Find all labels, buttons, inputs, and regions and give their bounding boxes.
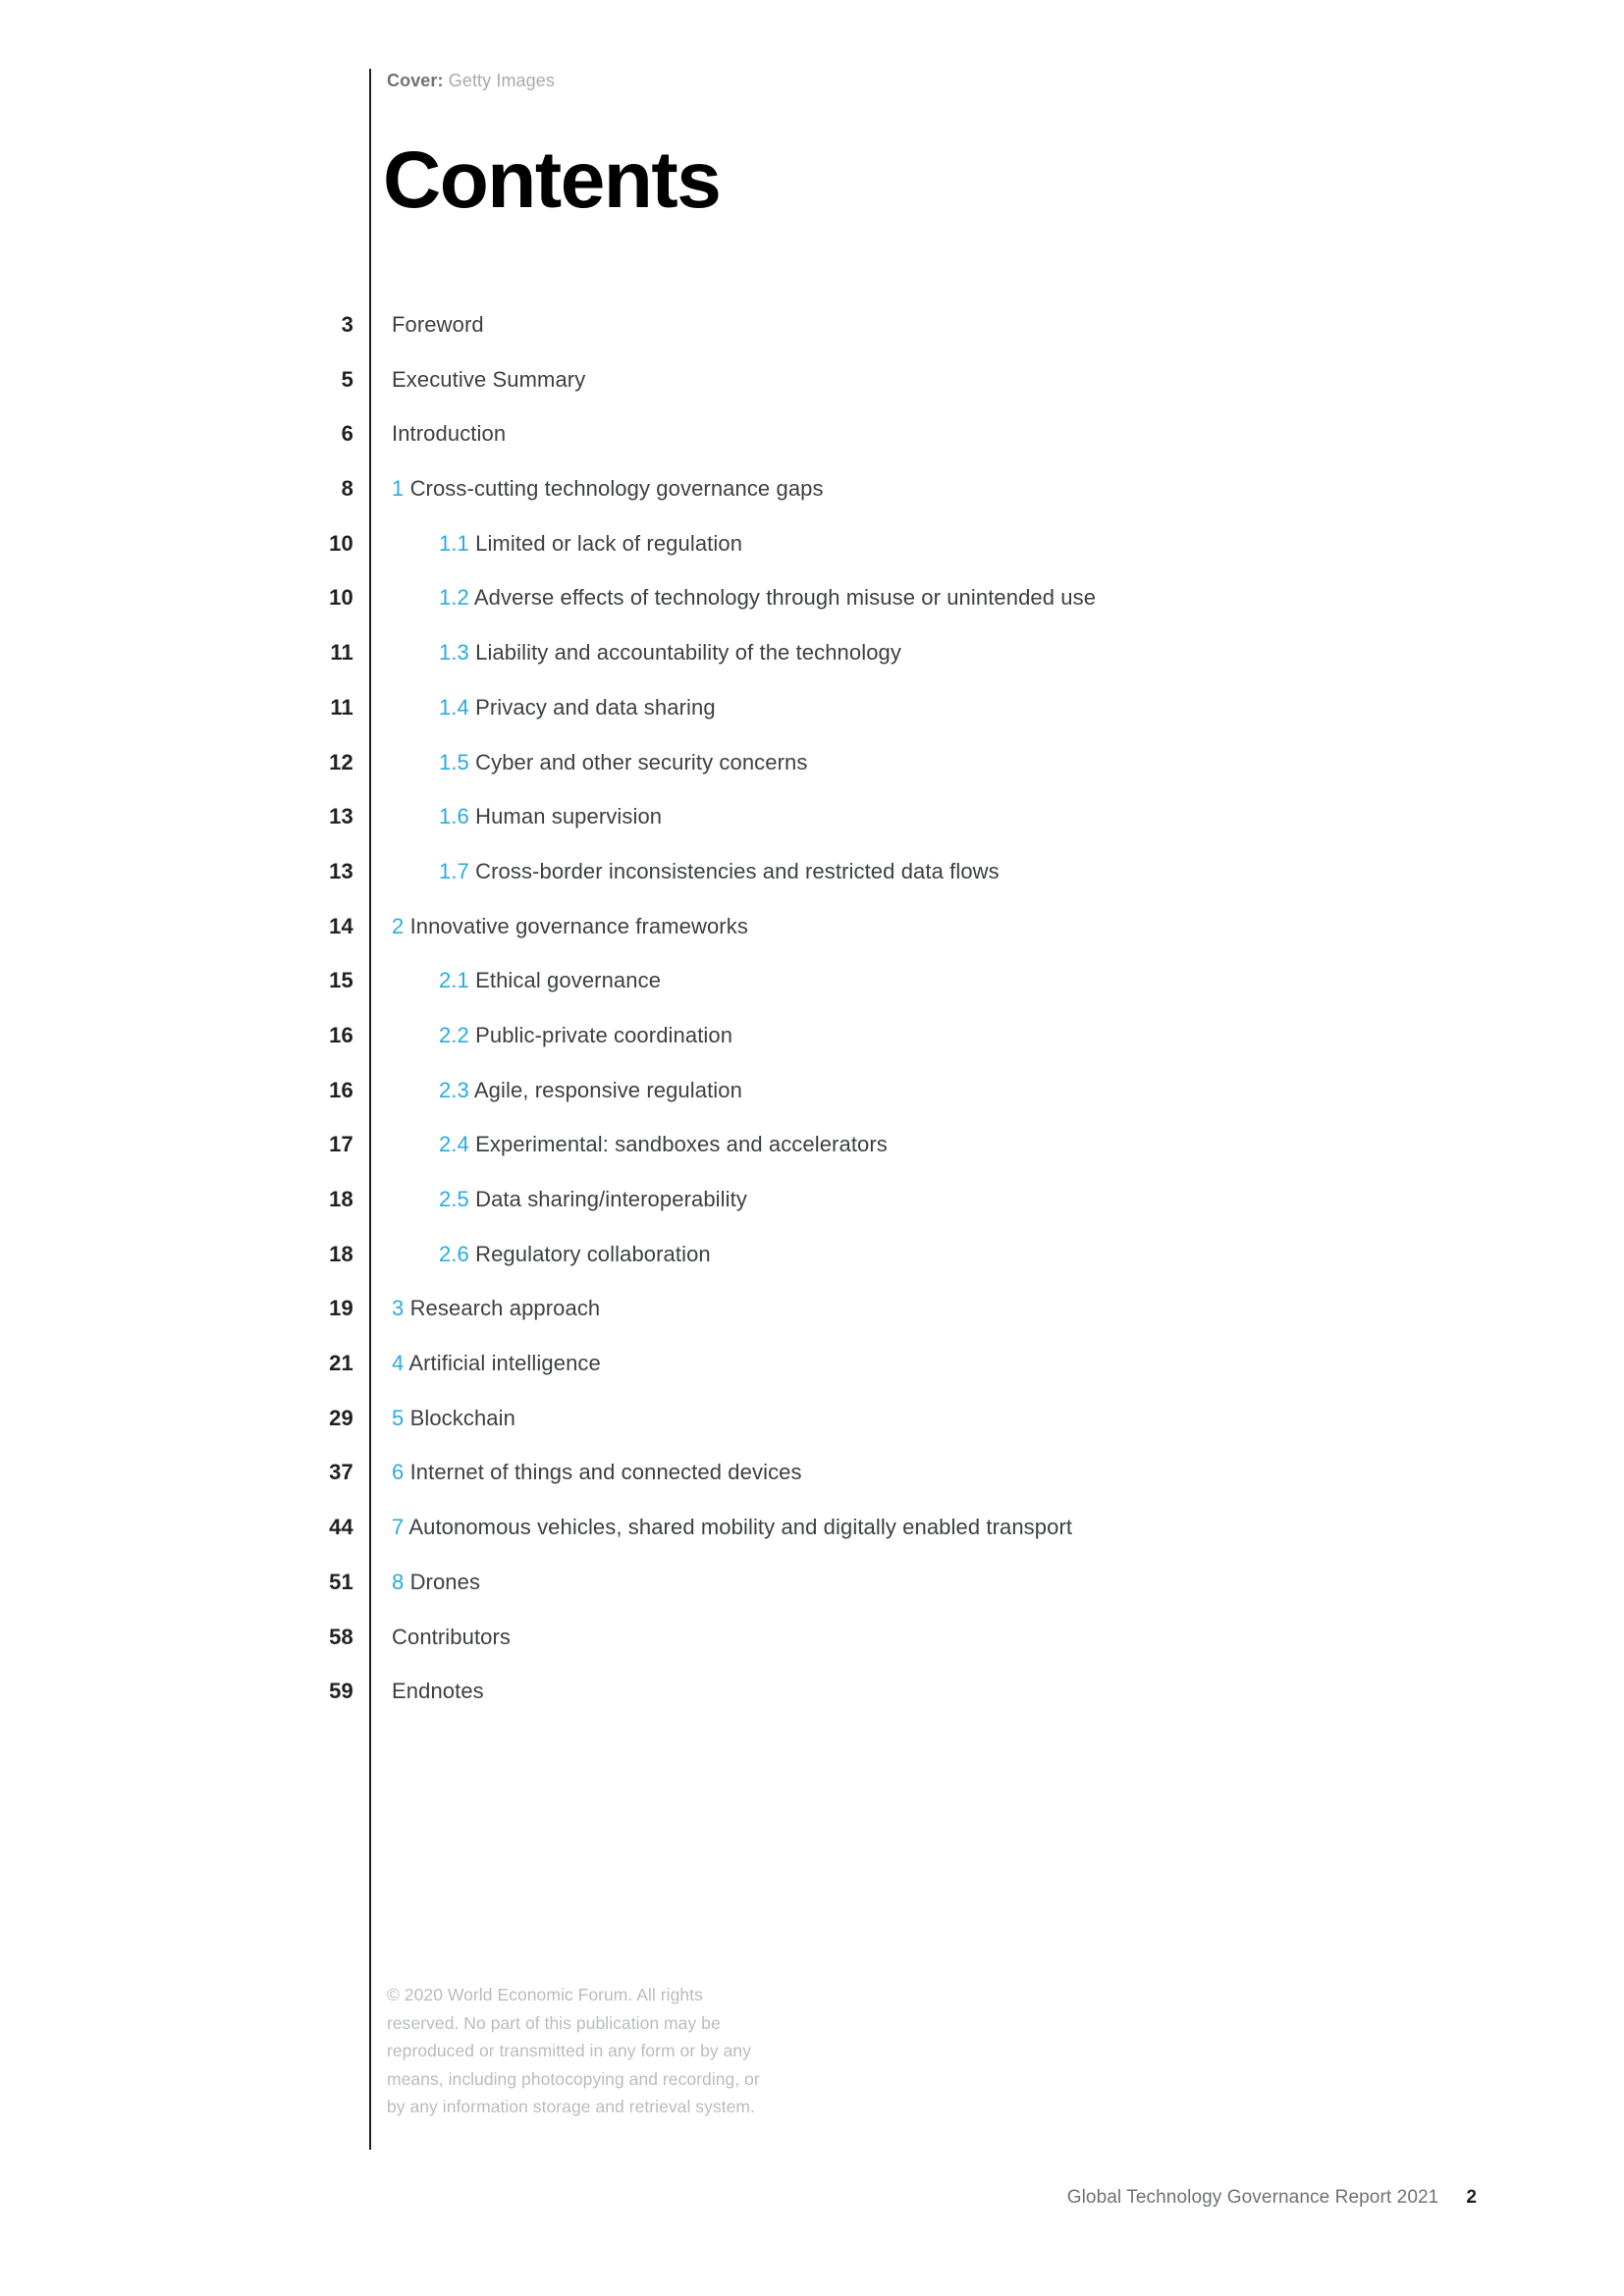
toc-entry[interactable] (0, 1679, 1624, 1734)
toc-entry-label: Blockchain (409, 1405, 515, 1430)
toc-entry[interactable] (0, 804, 1624, 859)
toc-entry[interactable] (0, 1187, 1624, 1242)
toc-entry-text (392, 367, 585, 393)
toc-entry-section-number: 2.5 (439, 1187, 469, 1211)
toc-entry[interactable] (0, 421, 1624, 476)
toc-entry-page-number: 17 (329, 1132, 353, 1157)
toc-entry-page-number: 11 (330, 640, 353, 666)
toc-entry-section-number: 2.3 (439, 1077, 469, 1102)
toc-entry-page-number: 18 (329, 1241, 353, 1266)
toc-entry-page-number: 21 (329, 1351, 353, 1376)
toc-entry-label: Public-private coordination (475, 1022, 733, 1047)
footer-page-number: 2 (1466, 2187, 1477, 2208)
toc-entry-section-number: 1.5 (439, 749, 469, 774)
toc-entry-page-number: 15 (329, 968, 353, 993)
cover-credit (387, 71, 555, 91)
toc-entry-label: Data sharing/interoperability (475, 1187, 747, 1211)
toc-entry-page-number: 44 (329, 1515, 353, 1540)
toc-entry[interactable] (0, 750, 1624, 805)
toc-entry-page-number: 11 (330, 694, 353, 720)
toc-entry-section-number: 1.1 (439, 530, 469, 556)
toc-entry-text (439, 804, 662, 829)
toc-entry-section-number: 1 (392, 476, 405, 502)
toc-entry-section-number: 2.6 (439, 1241, 469, 1266)
toc-entry-text (392, 1460, 802, 1485)
toc-entry-page-number: 14 (329, 913, 353, 938)
toc-entry-label: Executive Summary (392, 366, 586, 392)
toc-entry-section-number: 7 (392, 1515, 405, 1540)
toc-entry[interactable] (0, 914, 1624, 969)
toc-entry-page-number: 59 (329, 1679, 353, 1704)
toc-entry[interactable] (0, 968, 1624, 1023)
toc-entry-text (392, 312, 484, 338)
toc-entry-text (392, 1515, 1072, 1540)
page-title: Contents (383, 135, 721, 225)
toc-entry-text (392, 476, 824, 502)
toc-entry-text (439, 1023, 732, 1048)
toc-entry[interactable] (0, 1078, 1624, 1133)
toc-entry-section-number: 1.3 (439, 640, 469, 666)
toc-entry[interactable] (0, 1625, 1624, 1680)
toc-entry-page-number: 6 (341, 421, 353, 447)
toc-entry-text (439, 1078, 742, 1103)
toc-entry-text (392, 1679, 484, 1704)
toc-entry-section-number: 2.1 (439, 968, 469, 993)
toc-entry-label: Endnotes (392, 1679, 484, 1704)
toc-entry-section-number: 2.2 (439, 1022, 469, 1047)
toc-entry-text (439, 531, 742, 557)
toc-entry-page-number: 13 (329, 858, 353, 883)
toc-entry[interactable] (0, 1023, 1624, 1078)
toc-entry-section-number: 1.2 (439, 585, 469, 611)
copyright-notice: © 2020 World Economic Forum. All rights reserved. No part of this publication may be reproduced or transmitted in any form or by any means, including photocopying and recording, or by any information storage and retrieval system. (387, 1985, 760, 2116)
table-of-contents (0, 312, 1624, 1734)
toc-entry-page-number: 10 (329, 585, 353, 611)
toc-entry-text (439, 1187, 747, 1212)
toc-entry-text (439, 968, 661, 993)
toc-entry-label: Autonomous vehicles, shared mobility and digitally enabled transport (408, 1515, 1073, 1540)
toc-entry-page-number: 16 (329, 1022, 353, 1047)
toc-entry-section-number: 6 (392, 1460, 405, 1485)
toc-entry[interactable] (0, 1460, 1624, 1515)
toc-entry[interactable] (0, 695, 1624, 750)
toc-entry-label: Drones (409, 1569, 481, 1594)
toc-entry-label: Liability and accountability of the technology (475, 640, 901, 666)
toc-entry[interactable] (0, 585, 1624, 640)
toc-entry-label: Introduction (392, 421, 507, 447)
toc-entry[interactable] (0, 1570, 1624, 1625)
toc-entry-label: Cross-cutting technology governance gaps (409, 476, 824, 502)
page-footer (1067, 2187, 1477, 2209)
toc-entry-label: Limited or lack of regulation (475, 530, 743, 556)
toc-entry-label: Agile, responsive regulation (473, 1077, 742, 1102)
toc-entry-label: Ethical governance (475, 968, 662, 993)
toc-entry-page-number: 8 (341, 476, 353, 502)
toc-entry-text (392, 1406, 515, 1431)
toc-entry-label: Artificial intelligence (408, 1351, 601, 1376)
toc-entry-text (392, 1625, 511, 1650)
toc-entry-section-number: 5 (392, 1405, 405, 1430)
toc-entry-text (439, 1132, 888, 1157)
toc-entry-page-number: 58 (329, 1624, 353, 1649)
toc-entry-label: Privacy and data sharing (475, 694, 716, 720)
toc-entry[interactable] (0, 1296, 1624, 1351)
toc-entry-text (439, 585, 1096, 611)
toc-entry-section-number: 1.4 (439, 694, 469, 720)
toc-entry-page-number: 13 (329, 804, 353, 829)
toc-entry-label: Experimental: sandboxes and accelerators (475, 1132, 888, 1157)
toc-entry[interactable] (0, 859, 1624, 914)
toc-entry-page-number: 5 (341, 366, 353, 392)
toc-entry-text (392, 421, 506, 447)
toc-entry-text (392, 1570, 480, 1595)
toc-entry-text (392, 914, 748, 939)
toc-entry-page-number: 29 (329, 1405, 353, 1430)
toc-entry-page-number: 51 (329, 1569, 353, 1594)
cover-credit-label: Cover: (387, 71, 444, 90)
toc-entry-text (439, 859, 1000, 884)
toc-entry-page-number: 18 (329, 1187, 353, 1211)
toc-entry-section-number: 2.4 (439, 1132, 469, 1157)
toc-entry-label: Cyber and other security concerns (475, 749, 808, 774)
toc-entry[interactable] (0, 1406, 1624, 1461)
toc-entry-label: Foreword (392, 312, 484, 337)
toc-entry-section-number: 4 (392, 1351, 405, 1376)
toc-entry-label: Research approach (409, 1296, 601, 1321)
toc-entry-page-number: 16 (329, 1077, 353, 1102)
toc-entry-label: Contributors (392, 1624, 512, 1649)
toc-entry-section-number: 3 (392, 1296, 405, 1321)
toc-entry-text (439, 750, 807, 775)
toc-entry-page-number: 12 (329, 749, 353, 774)
toc-entry[interactable] (0, 1242, 1624, 1297)
toc-entry[interactable] (0, 1351, 1624, 1406)
toc-entry[interactable] (0, 476, 1624, 531)
toc-entry-text (392, 1351, 601, 1376)
toc-entry-label: Regulatory collaboration (475, 1241, 711, 1266)
toc-entry[interactable] (0, 367, 1624, 422)
cover-credit-value: Getty Images (448, 71, 555, 90)
toc-entry[interactable] (0, 640, 1624, 695)
toc-entry-text (439, 640, 901, 666)
toc-entry[interactable] (0, 531, 1624, 586)
toc-entry[interactable] (0, 1132, 1624, 1187)
toc-entry-label: Cross-border inconsistencies and restricted data flows (475, 858, 1000, 883)
toc-entry-section-number: 1.6 (439, 804, 469, 829)
toc-entry-page-number: 19 (329, 1296, 353, 1321)
toc-entry-section-number: 8 (392, 1569, 405, 1594)
toc-entry-label: Adverse effects of technology through misuse or unintended use (473, 585, 1097, 611)
footer-report-title: Global Technology Governance Report 2021 (1066, 2187, 1439, 2208)
toc-entry[interactable] (0, 1515, 1624, 1570)
toc-entry-label: Innovative governance frameworks (409, 913, 748, 938)
toc-entry-page-number: 3 (341, 312, 353, 337)
toc-entry-label: Internet of things and connected devices (409, 1460, 802, 1485)
toc-entry-text (439, 695, 716, 721)
toc-entry-section-number: 2 (392, 913, 405, 938)
toc-entry-label: Human supervision (475, 804, 663, 829)
toc-entry-page-number: 37 (329, 1460, 353, 1485)
toc-entry-page-number: 10 (329, 530, 353, 556)
toc-entry[interactable] (0, 312, 1624, 367)
toc-entry-text (439, 1242, 711, 1267)
toc-entry-text (392, 1296, 600, 1321)
toc-entry-section-number: 1.7 (439, 858, 469, 883)
